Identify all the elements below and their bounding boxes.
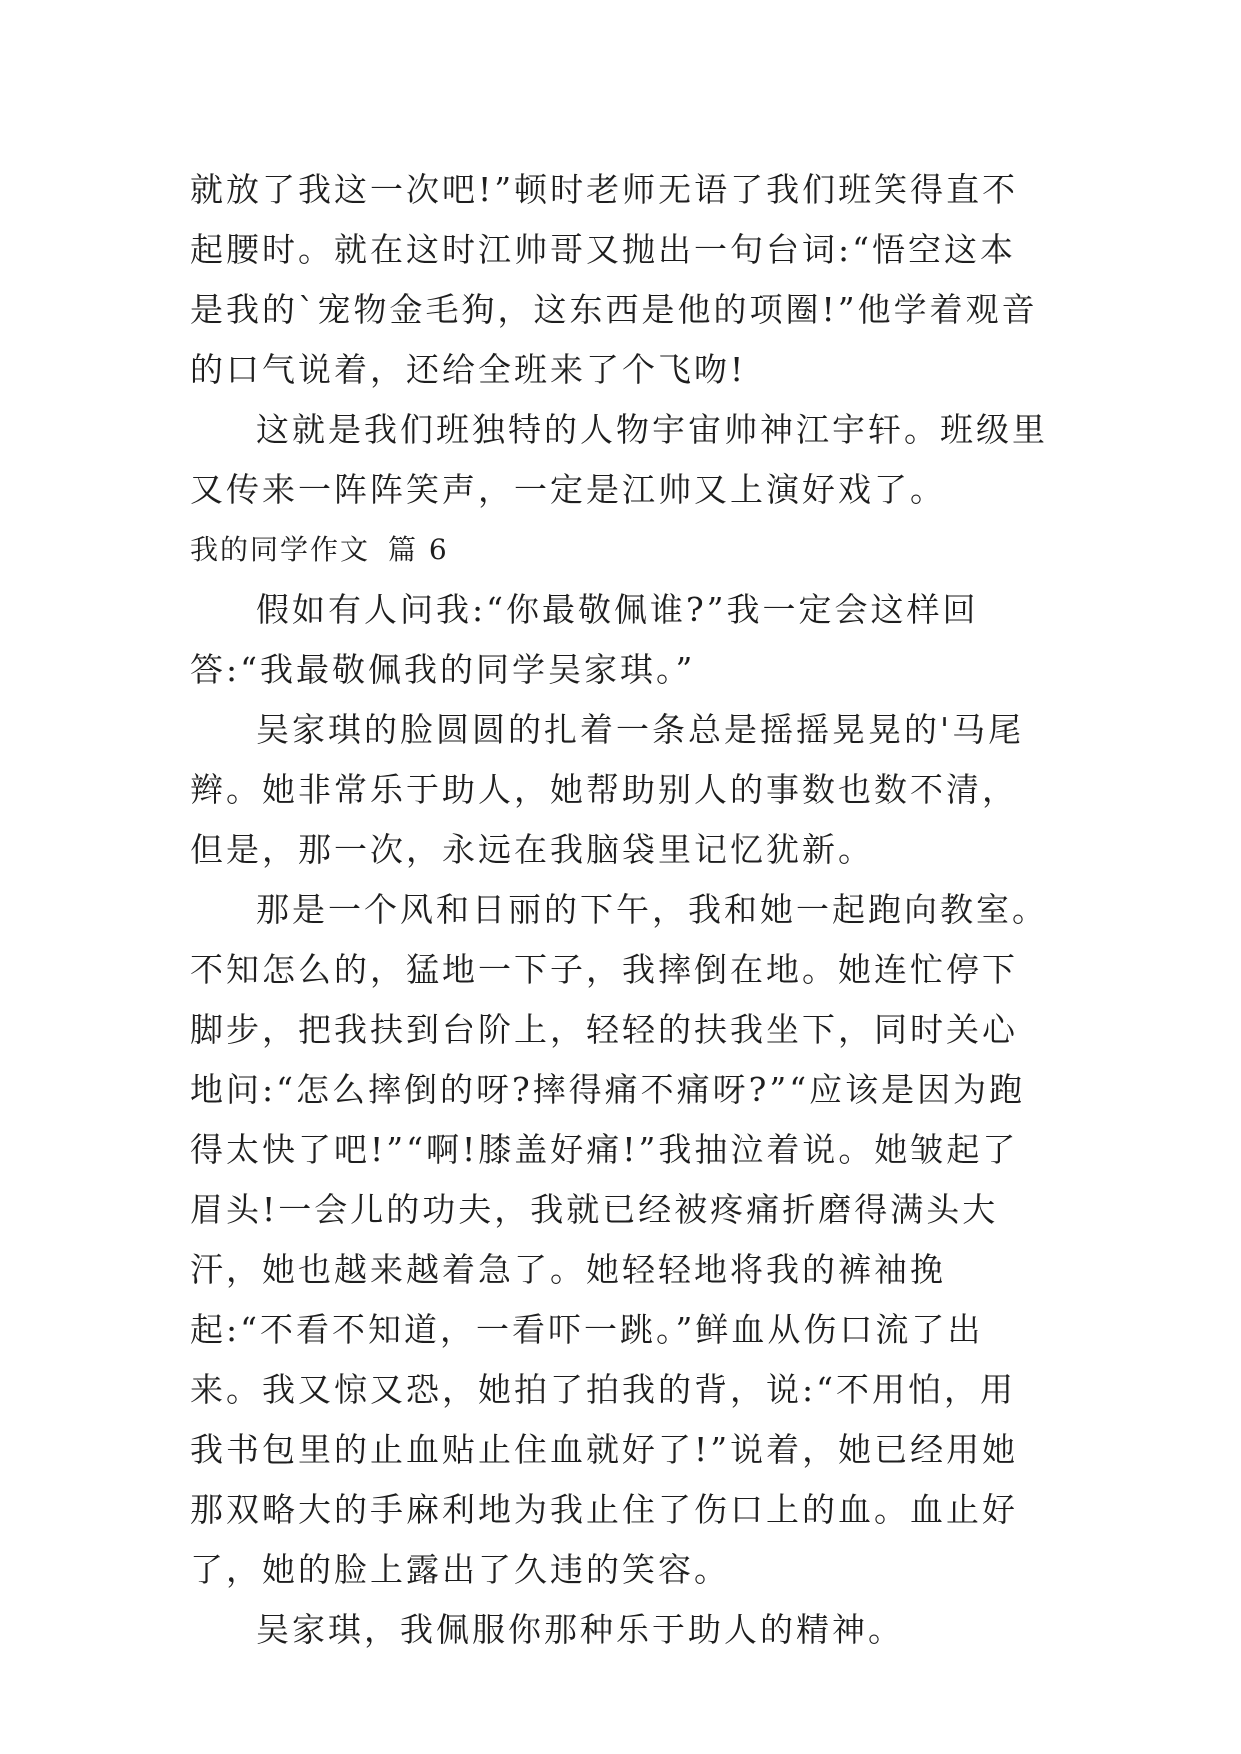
paragraph-conclusion: 吴家琪，我佩服你那种乐于助人的精神。 [256, 1610, 904, 1649]
paragraph-description: 吴家琪的脸圆圆的扎着一条总是摇摇晃晃的'马尾辫。她非常乐于助人，她帮助别人的事数也数不清，但是，那一次，永远在我脑袋里记忆犹新。 [190, 710, 1025, 869]
paragraph-summary: 这就是我们班独特的人物宇宙帅神江宇轩。班级里又传来一阵阵笑声，一定是江帅又上演好戏了。 [190, 410, 1048, 509]
paragraph-story: 那是一个风和日丽的下午，我和她一起跑向教室。不知怎么的，猛地一下子，我摔倒在地。她连忙停下脚步，把我扶到台阶上，轻轻的扶我坐下，同时关心地问:“怎么摔倒的呀?摔得痛不痛呀?”“应该是因为跑得太快了吧!”“啊!膝盖好痛!”我抽泣着说。她皱起了眉头!一会儿的功夫，我就已经被疼痛折磨得满头大汗，她也越来越着急了。她轻轻地将我的裤袖挽起:“不看不知道，一看吓一跳。”鲜血从伤口流了出来。我又惊又恐，她拍了拍我的背，说:“不用怕，用我书包里的止血贴止住血就好了!”说着，她已经用她那双略大的手麻利地为我止住了伤口上的血。血止好了，她的脸上露出了久违的笑容。 [190, 890, 1048, 1589]
section-number: 篇 6 [388, 533, 449, 566]
document-body [190, 160, 1050, 1660]
paragraph-continued: 就放了我这一次吧!”顿时老师无语了我们班笑得直不起腰时。就在这时江帅哥又抛出一句台词:“悟空这本是我的`宠物金毛狗，这东西是他的项圈!”他学着观音的口气说着，还给全班来了个飞吻! [190, 170, 1038, 389]
section-title: 我的同学作文 [190, 533, 371, 566]
paragraph-intro: 假如有人问我:“你最敬佩谁?”我一定会这样回答:“我最敬佩我的同学吴家琪。” [190, 590, 979, 689]
section-heading [190, 520, 1050, 580]
